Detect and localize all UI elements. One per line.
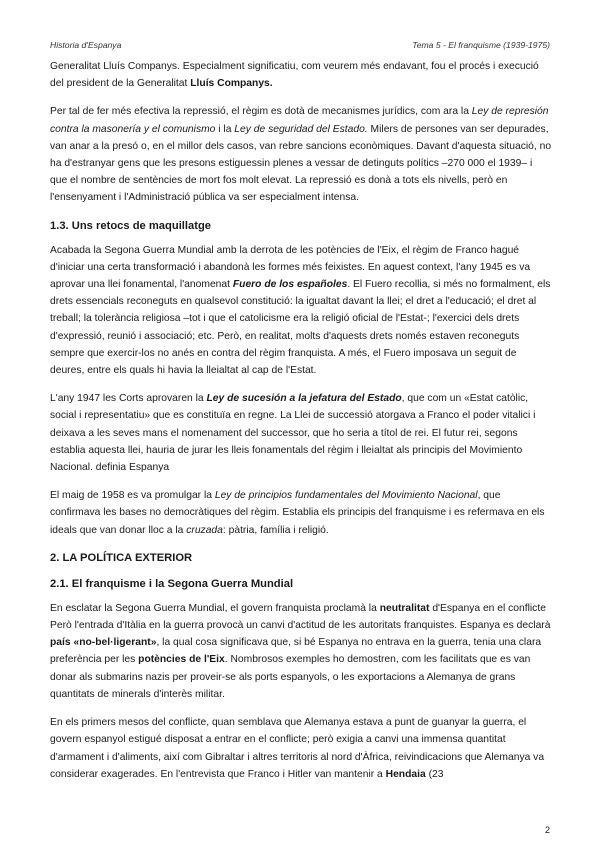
text-run: En esclatar la Segona Guerra Mundial, el govern franquista proclamà la <box>50 602 380 614</box>
text-run: , la qual cosa significava que, si bé Espanya no entrava en la guerra, tenia una clara preferència per les <box>50 637 542 666</box>
page-number: 2 <box>544 825 550 835</box>
italic-law-title: Ley de seguridad del Estado. <box>234 123 368 135</box>
paragraph <box>50 487 552 539</box>
document-body <box>50 58 552 794</box>
chapter-heading: 2. LA POLÍTICA EXTERIOR <box>50 551 193 564</box>
bold-italic-law-title: Fuero de los españoles <box>232 279 348 291</box>
bold-text: país «no-bel·ligerant» <box>50 637 157 649</box>
text-run: i la <box>215 123 235 135</box>
paragraph <box>50 600 552 703</box>
italic-law-title: Ley de represión contra la masonería y el comunismo <box>50 106 549 135</box>
italic-term: cruzada <box>186 524 223 536</box>
paragraph <box>50 390 552 476</box>
text-run: Acabada la Segona Guerra Mundial amb la derrota de les potències de l'Eix, el règim de Franco hagué d'iniciar una certa transformació i abandonà les formes més feixistes. En aquest context, l'any 1945 es va aprovar una llei fonamental, l'anomenat <box>50 244 531 291</box>
section-heading: 2.1. El franquisme i la Segona Guerra Mundial <box>50 577 294 590</box>
bold-italic-law-title: Ley de sucesión a la jefatura del Estado <box>206 393 402 405</box>
header-topic-title: Tema 5 - El franquisme (1939-1975) <box>412 40 550 50</box>
bold-text: Lluís Companys. <box>190 78 273 90</box>
text-run: , que com un «Estat catòlic, social i representatiu» que es constituïa en regne. La Llei de successió atorgava a Franco el poder vitalici i deixava a les seves mans el nomenament del successor, que ho seria a títol de rei. El futur rei, segons establia aquesta llei, hauria de jurar les lleis fonamentals del règim i lleialtat als principis del Movimiento Nacional. definia Espanya <box>50 393 536 474</box>
text-run: Generalitat Lluís Companys. Especialment significatiu, com veurem més endavant, fou el procés i execució del president de la Generalitat <box>50 61 539 90</box>
text-run: d'Espanya en el conflicte Però l'entrada d'Itàlia en la guerra provocà un canvi d'actitud de les autoritats franquistes. Espanya es declarà <box>50 602 551 632</box>
bold-text: potències de l'Eix <box>138 654 225 666</box>
text-run: L'any 1947 les Corts aprovaren la <box>50 393 207 405</box>
text-run: (23 <box>425 768 444 780</box>
text-run: En els primers mesos del conflicte, quan semblava que Alemanya estava a punt de guanyar la guerra, el govern espanyol estigué disposat a entrar en el conflicte; però exigia a canvi una immensa quantitat d'armament i d'aliments, així com Gibraltar i altres territoris al nord d'Àfrica, reivindicacions que Alemanya va considerar exagerades. En l'entrevista que Franco i Hitler van mantenir a <box>50 717 545 780</box>
bold-text: neutralitat <box>379 602 430 614</box>
italic-law-title: Ley de principios fundamentales del Movimiento Nacional <box>214 490 478 502</box>
header-course-title: Historia d'Espanya <box>50 40 122 50</box>
text-run: . Nombrosos exemples ho demostren, com les facilitats que es van donar als submarins nazis per proveir-se als ports espanyols, o les exportacions a Alemanya de grans quantitats de minerals d'interès militar. <box>50 654 531 700</box>
text-run: . El Fuero recollia, si més no formalment, els drets essencials reconeguts en qualsevol constitució: la igualtat davant la llei; el dret a l'educació; el dret al treball; la tolerància religiosa –tot i que el catolicisme era la religió oficial de l'Estat-; l'exercici dels drets d'expressió, reunió i associació; etc. Però, en realitat, molts d'aquests drets només estaven reconeguts sempre que exercir-los no anés en contra del règim franquista. A més, el Fuero imposava un seguit de deures, entre els quals hi havia la lleialtat al cap de l'Estat. <box>50 279 551 377</box>
text-run: Milers de persones van ser depurades, van anar a la presó o, en el millor dels casos, van rebre sancions econòmiques. Davant d'aquesta situació, no ha d'estranyar gens que les presons estiguessin plenes a vessar de detinguts polítics –270 000 el 1939– i que el nombre de sentències de mort fos molt elevat. La repressió es donà a tots els nivells, però en l'ensenyament i l'Administració pública va ser especialment intensa. <box>50 123 552 204</box>
text-run: El maig de 1958 es va promulgar la <box>50 490 215 502</box>
text-run: , que confirmava les bases no democràtiques del règim. Establia els principis del franquisme i es refermava en els ideals que van donar lloc a la <box>50 490 545 536</box>
paragraph <box>50 714 552 783</box>
text-run: Per tal de fer més efectiva la repressió, el règim es dotà de mecanismes jurídics, com ara la <box>50 106 472 118</box>
text-run: : pàtria, família i religió. <box>222 524 329 536</box>
bold-text: Hendaia <box>385 768 426 780</box>
paragraph <box>50 242 552 380</box>
paragraph <box>50 58 552 92</box>
paragraph <box>50 103 552 206</box>
section-heading: 1.3. Uns retocs de maquillatge <box>50 219 212 232</box>
